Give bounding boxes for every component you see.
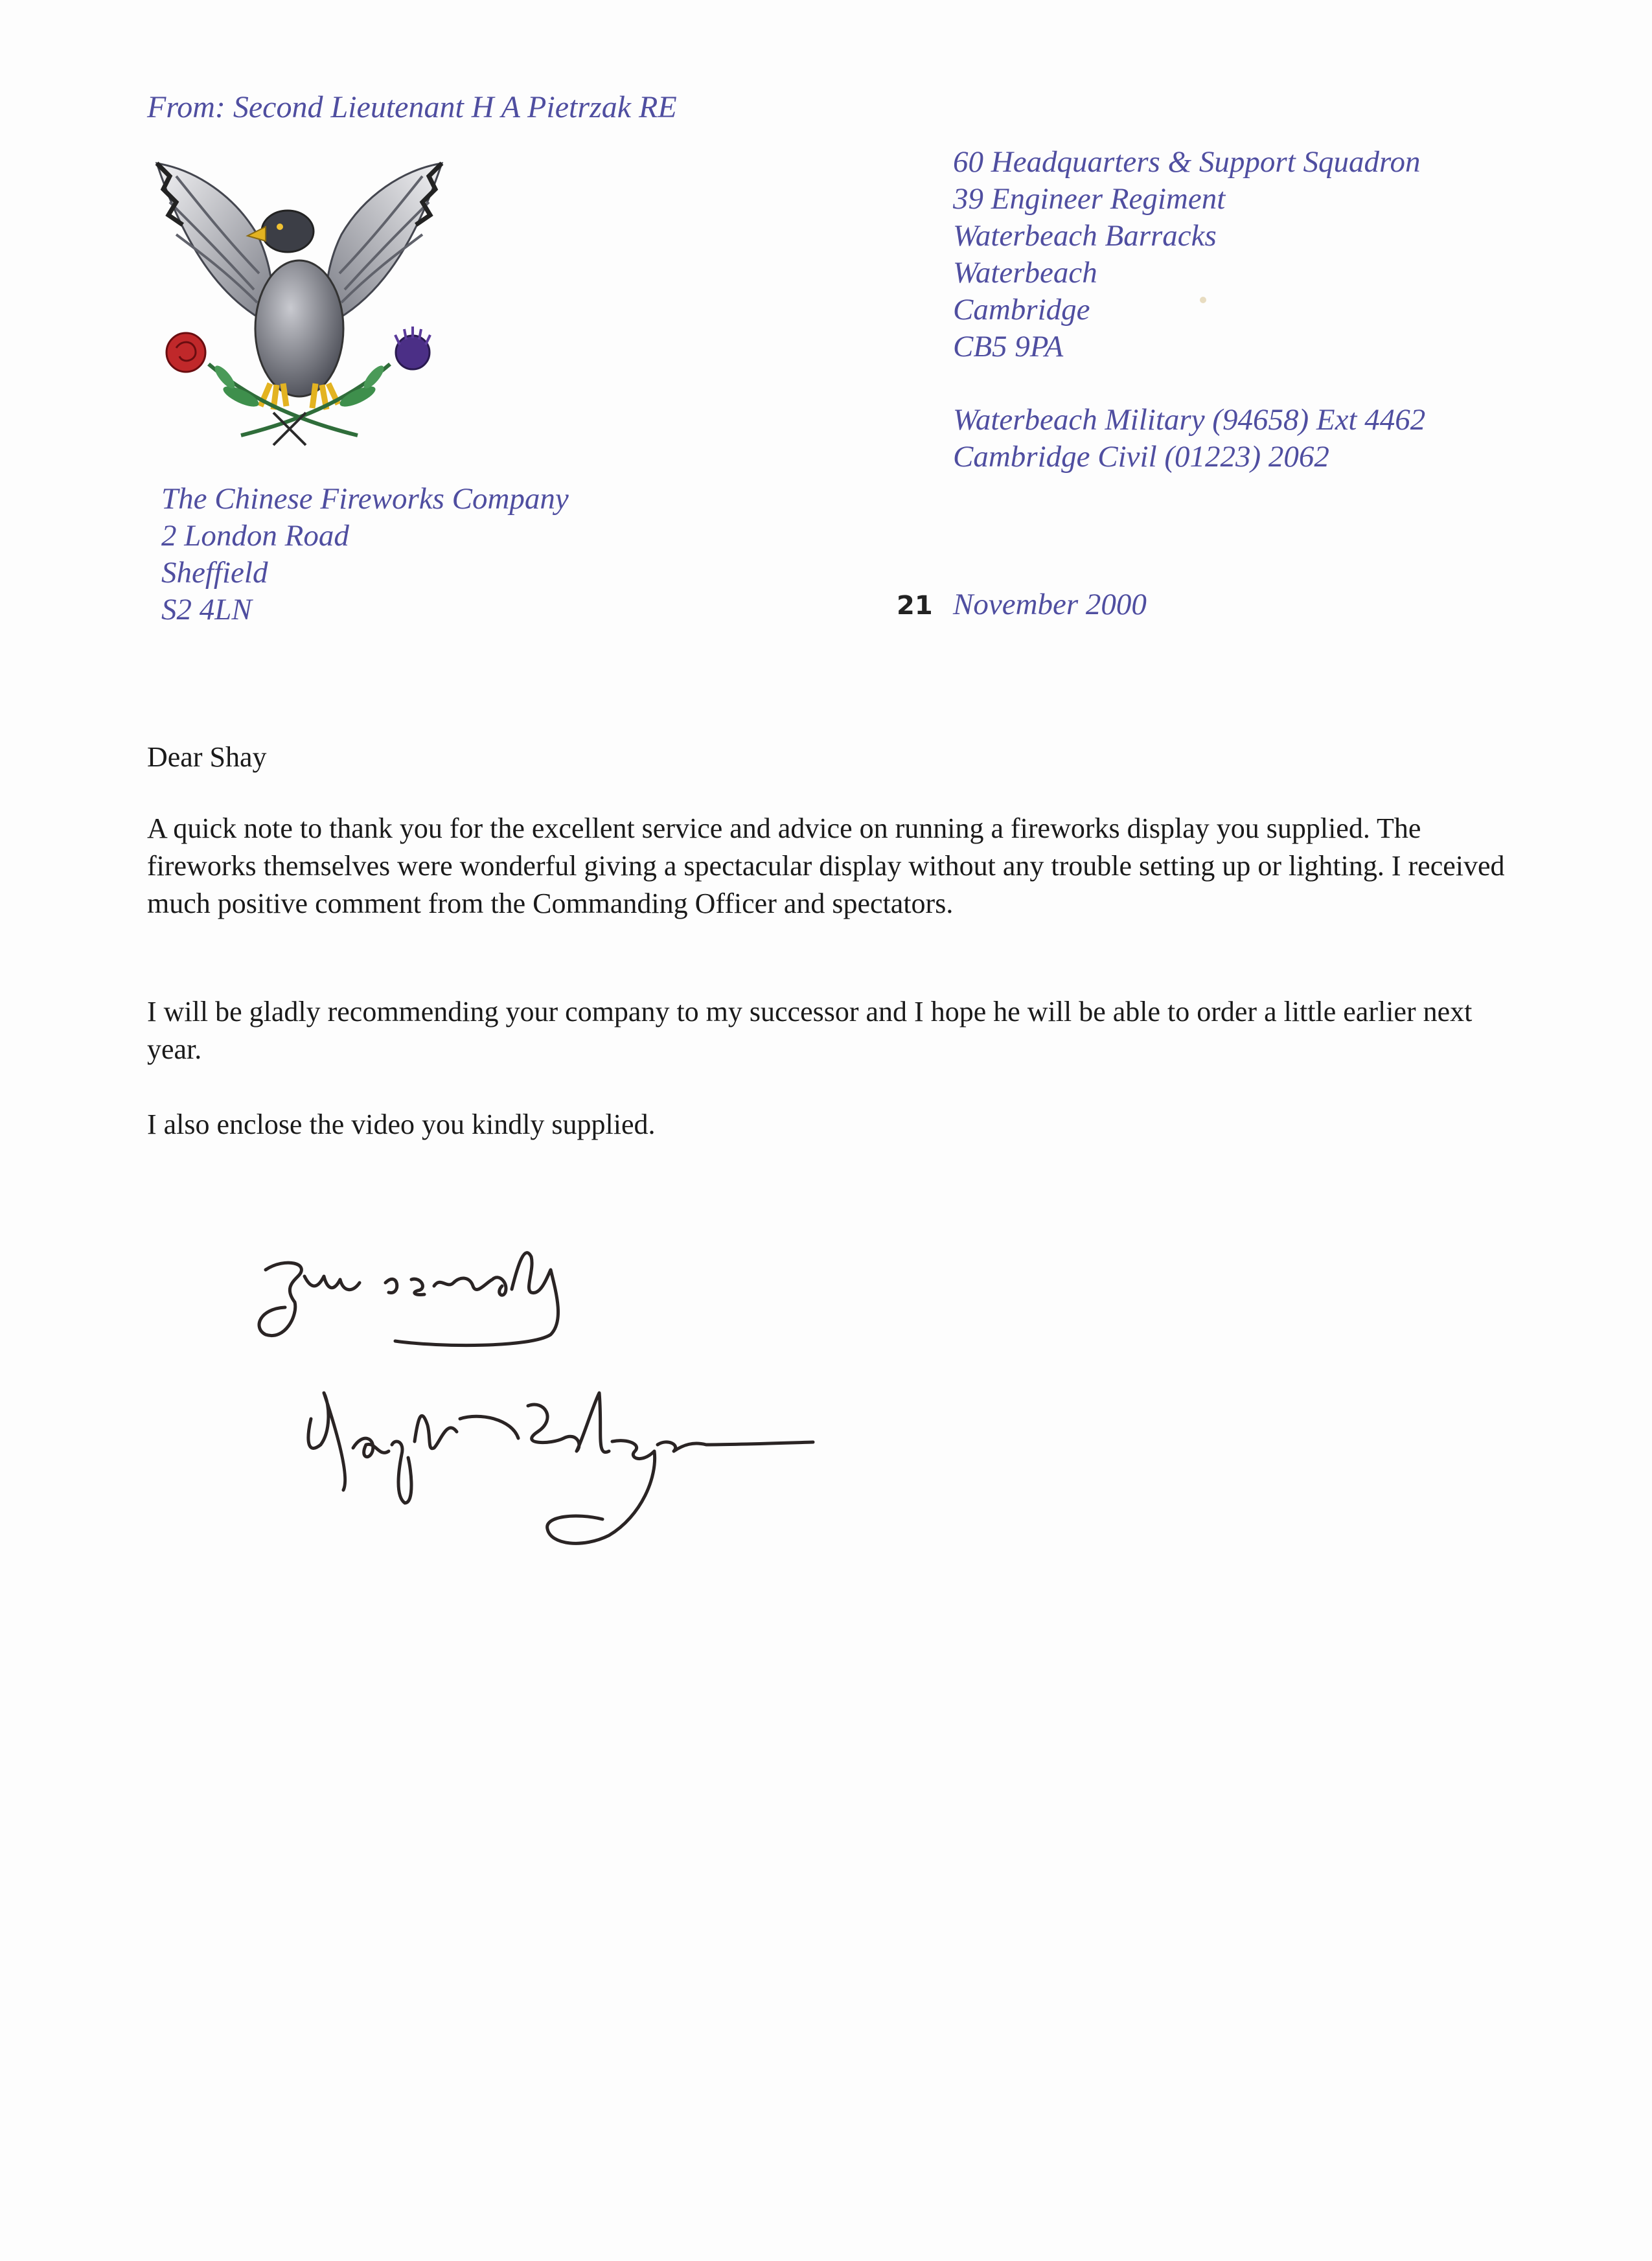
- sender-address-line: Waterbeach: [953, 256, 1097, 290]
- signature-closing-handwritten: [246, 1231, 648, 1360]
- recipient-address-line: S2 4LN: [161, 593, 252, 626]
- phone-numbers: [953, 402, 1425, 476]
- date-day-handwritten: 21: [897, 591, 933, 621]
- date-month-year: November 2000: [953, 588, 1147, 621]
- sender-address-line: Waterbeach Barracks: [953, 219, 1217, 253]
- recipient-address-line: Sheffield: [161, 556, 268, 590]
- sender-address-line: CB5 9PA: [953, 330, 1064, 363]
- sender-address-line: 39 Engineer Regiment: [953, 182, 1226, 216]
- recipient-address-line: 2 London Road: [161, 519, 349, 553]
- body-paragraph: I also enclose the video you kindly supplied.: [147, 1108, 656, 1140]
- body-paragraph: A quick note to thank you for the excellent service and advice on running a fireworks display you supplied. The fireworks themselves were wonderful giving a spectacular display without any trouble setting up or lighting. I received much positive comment from the Commanding Officer and spectators.: [147, 812, 1505, 919]
- phone-line: Cambridge Civil (01223) 2062: [953, 440, 1329, 474]
- sender-address-line: 60 Headquarters & Support Squadron: [953, 145, 1421, 179]
- scan-speck: [1200, 297, 1206, 303]
- letter-date: [897, 587, 1147, 622]
- body-paragraph: I will be gladly recommending your company to my successor and I hope he will be able to order a little earlier next year.: [147, 996, 1473, 1065]
- salutation: Dear Shay: [147, 741, 267, 773]
- phone-line: Waterbeach Military (94658) Ext 4462: [953, 403, 1426, 437]
- signature-name-handwritten: [304, 1380, 816, 1561]
- eagle-crest-icon: [150, 150, 448, 450]
- recipient-address-line: The Chinese Fireworks Company: [161, 482, 569, 516]
- from-line: From: Second Lieutenant H A Pietrzak RE: [147, 90, 677, 124]
- sender-address: [953, 144, 1421, 365]
- sender-address-line: Cambridge: [953, 293, 1090, 327]
- recipient-address: [161, 481, 569, 628]
